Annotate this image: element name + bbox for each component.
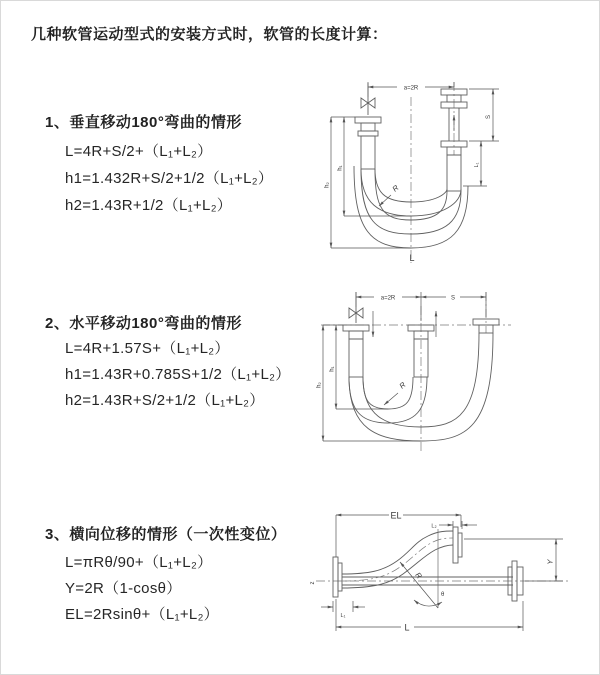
left-flange bbox=[343, 325, 369, 339]
radius-label: R bbox=[397, 380, 408, 391]
dim-label-h2: h₂ bbox=[316, 382, 323, 388]
dim-label-l1: L₁ bbox=[340, 613, 346, 619]
angle-label-theta: θ bbox=[441, 592, 445, 598]
dimension-h2 bbox=[325, 117, 412, 248]
section3-heading: 3、横向位移的情形（一次性变位） bbox=[45, 526, 287, 543]
dim-label-el: EL bbox=[390, 510, 402, 521]
dimension-h1 bbox=[323, 325, 388, 409]
radius-annotation bbox=[384, 380, 408, 405]
section3-formula-Y: Y=2R（1-cosθ） bbox=[65, 580, 182, 597]
dim-label-s: S bbox=[450, 295, 456, 302]
section1-formula-h1: h1=1.432R+S/2+1/2（L₁+L₂） bbox=[65, 170, 274, 187]
dim-label-l: L bbox=[404, 622, 410, 633]
section3-formula-L: L=πRθ/90+（L₁+L₂） bbox=[65, 554, 213, 571]
dim-label-y: Y bbox=[545, 559, 555, 565]
diagram-horizontal-180-bend bbox=[306, 281, 600, 456]
dimension-l2 bbox=[431, 521, 477, 530]
dimension-a2r bbox=[356, 292, 486, 321]
dim-label-l2: L₂ bbox=[431, 523, 437, 530]
datum-mark: z bbox=[310, 581, 316, 585]
left-braid-section bbox=[349, 339, 363, 377]
section1-formula-L: L=4R+S/2+（L₁+L₂） bbox=[65, 143, 213, 160]
left-flange bbox=[333, 557, 342, 597]
dimension-h2 bbox=[317, 325, 422, 441]
radius-annotation bbox=[379, 183, 401, 206]
dim-label-h2: h₂ bbox=[324, 182, 331, 188]
dimension-l1 bbox=[463, 141, 487, 186]
dimension-s bbox=[421, 296, 486, 302]
section2-formula-h2: h2=1.43R+S/2+1/2（L₁+L₂） bbox=[65, 392, 265, 409]
section3-formula-EL: EL=2Rsinθ+（L₁+L₂） bbox=[65, 606, 219, 623]
left-braid-section bbox=[361, 136, 375, 169]
diagram-lateral-displacement bbox=[301, 501, 600, 641]
page-title: 几种软管运动型式的安装方式时，软管的长度计算： bbox=[31, 26, 388, 43]
dim-label-h1: h₁ bbox=[337, 165, 344, 171]
length-label: L bbox=[409, 253, 415, 263]
dimension-l1 bbox=[321, 601, 365, 619]
section2-formula-L: L=4R+1.57S+（L₁+L₂） bbox=[65, 340, 230, 357]
dimension-l bbox=[336, 599, 523, 633]
dim-label-a2r: a=2R bbox=[403, 85, 419, 92]
section2-formula-h1: h1=1.43R+0.785S+1/2（L₁+L₂） bbox=[65, 366, 291, 383]
upper-right-flange bbox=[453, 527, 462, 563]
hose-s-curve bbox=[342, 531, 453, 588]
section1-formula-h2: h2=1.43R+1/2（L₁+L₂） bbox=[65, 197, 233, 214]
left-flange bbox=[355, 117, 381, 136]
angle-annotation bbox=[400, 529, 445, 608]
dim-label-a2r: a=2R bbox=[380, 295, 396, 302]
radius-label: R bbox=[390, 183, 401, 194]
right-braid-section bbox=[447, 155, 461, 191]
valve-icon bbox=[349, 292, 363, 323]
dimension-s bbox=[469, 89, 499, 141]
radius-label: R bbox=[413, 570, 424, 581]
movement-arrows bbox=[373, 311, 436, 337]
dimension-y bbox=[464, 539, 563, 581]
valve-icon bbox=[361, 83, 375, 115]
section1-heading: 1、垂直移动180°弯曲的情形 bbox=[45, 114, 242, 131]
diagram-vertical-180-bend bbox=[311, 71, 600, 266]
section2-heading: 2、水平移动180°弯曲的情形 bbox=[45, 315, 242, 332]
dim-label-h1: h₁ bbox=[329, 366, 336, 372]
dimension-el bbox=[336, 511, 461, 558]
dim-label-s: S bbox=[486, 114, 492, 120]
dim-label-l1: L₁ bbox=[474, 162, 480, 168]
centerline bbox=[411, 82, 454, 263]
